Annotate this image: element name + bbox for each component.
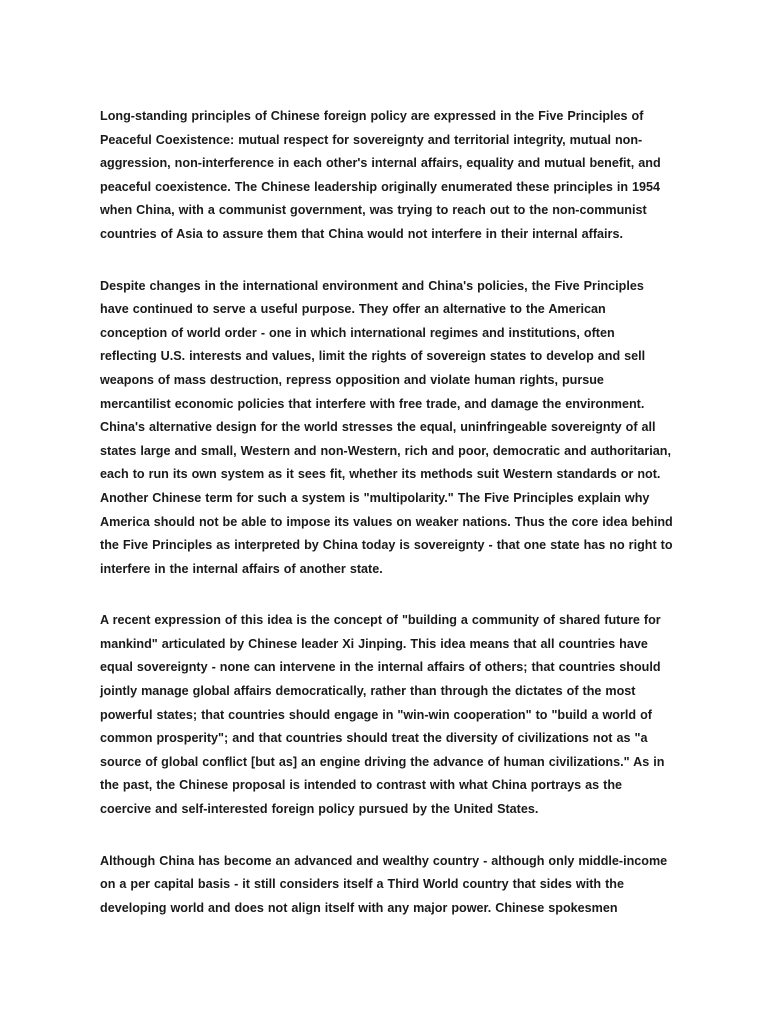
paragraph-five-principles: Long-standing principles of Chinese foreign policy are expressed in the Five Principles of Peaceful Coexistence: mutual respect for sovereignty and territorial integrity, mutual non-aggression, non-interference in each other's internal affairs, equality and mutual benefit, and peaceful coexistence. The Chinese leadership originally enumerated these principles in 1954 when China, with a communist government, was trying to reach out to the non-communist countries of Asia to assure them that China would not interfere in their internal affairs. xyxy=(100,109,661,241)
paragraph-third-world: Although China has become an advanced and wealthy country - although only middle-income on a per capital basis - it still considers itself a Third World country that sides with the developing world and does not align itself with any major power. Chinese spokesmen xyxy=(100,853,668,915)
document-body xyxy=(100,105,675,948)
paragraph-alternative-world-order: Despite changes in the international environment and China's policies, the Five Principles have continued to serve a useful purpose. They offer an alternative to the American conception of world order - one in which international regimes and institutions, often reflecting U.S. interests and values, limit the rights of sovereign states to develop and sell weapons of mass destruction, repress opposition and violate human rights, pursue mercantilist economic policies that interfere with free trade, and damage the environment. China's alternative design for the world stresses the equal, uninfringeable sovereignty of all states large and small, Western and non-Western, rich and poor, democratic and authoritarian, each to run its own system as it sees fit, whether its methods suit Western standards or not. Another Chinese term for such a system is "multipolarity." The Five Principles explain why America should not be able to impose its values on weaker nations. Thus the core idea behind the Five Principles as interpreted by China today is sovereignty - that one state has no right to interfere in the internal affairs of another state. xyxy=(100,278,673,576)
paragraph-shared-future: A recent expression of this idea is the concept of "building a community of shared future for mankind" articulated by Chinese leader Xi Jinping. This idea means that all countries have equal sovereignty - none can intervene in the internal affairs of others; that countries should jointly manage global affairs democratically, rather than through the dictates of the most powerful states; that countries should engage in "win-win cooperation" to "build a world of common prosperity"; and that countries should treat the diversity of civilizations not as "a source of global conflict [but as] an engine driving the advance of human civilizations." As in the past, the Chinese proposal is intended to contrast with what China portrays as the coercive and self-interested foreign policy pursued by the United States. xyxy=(100,613,665,817)
